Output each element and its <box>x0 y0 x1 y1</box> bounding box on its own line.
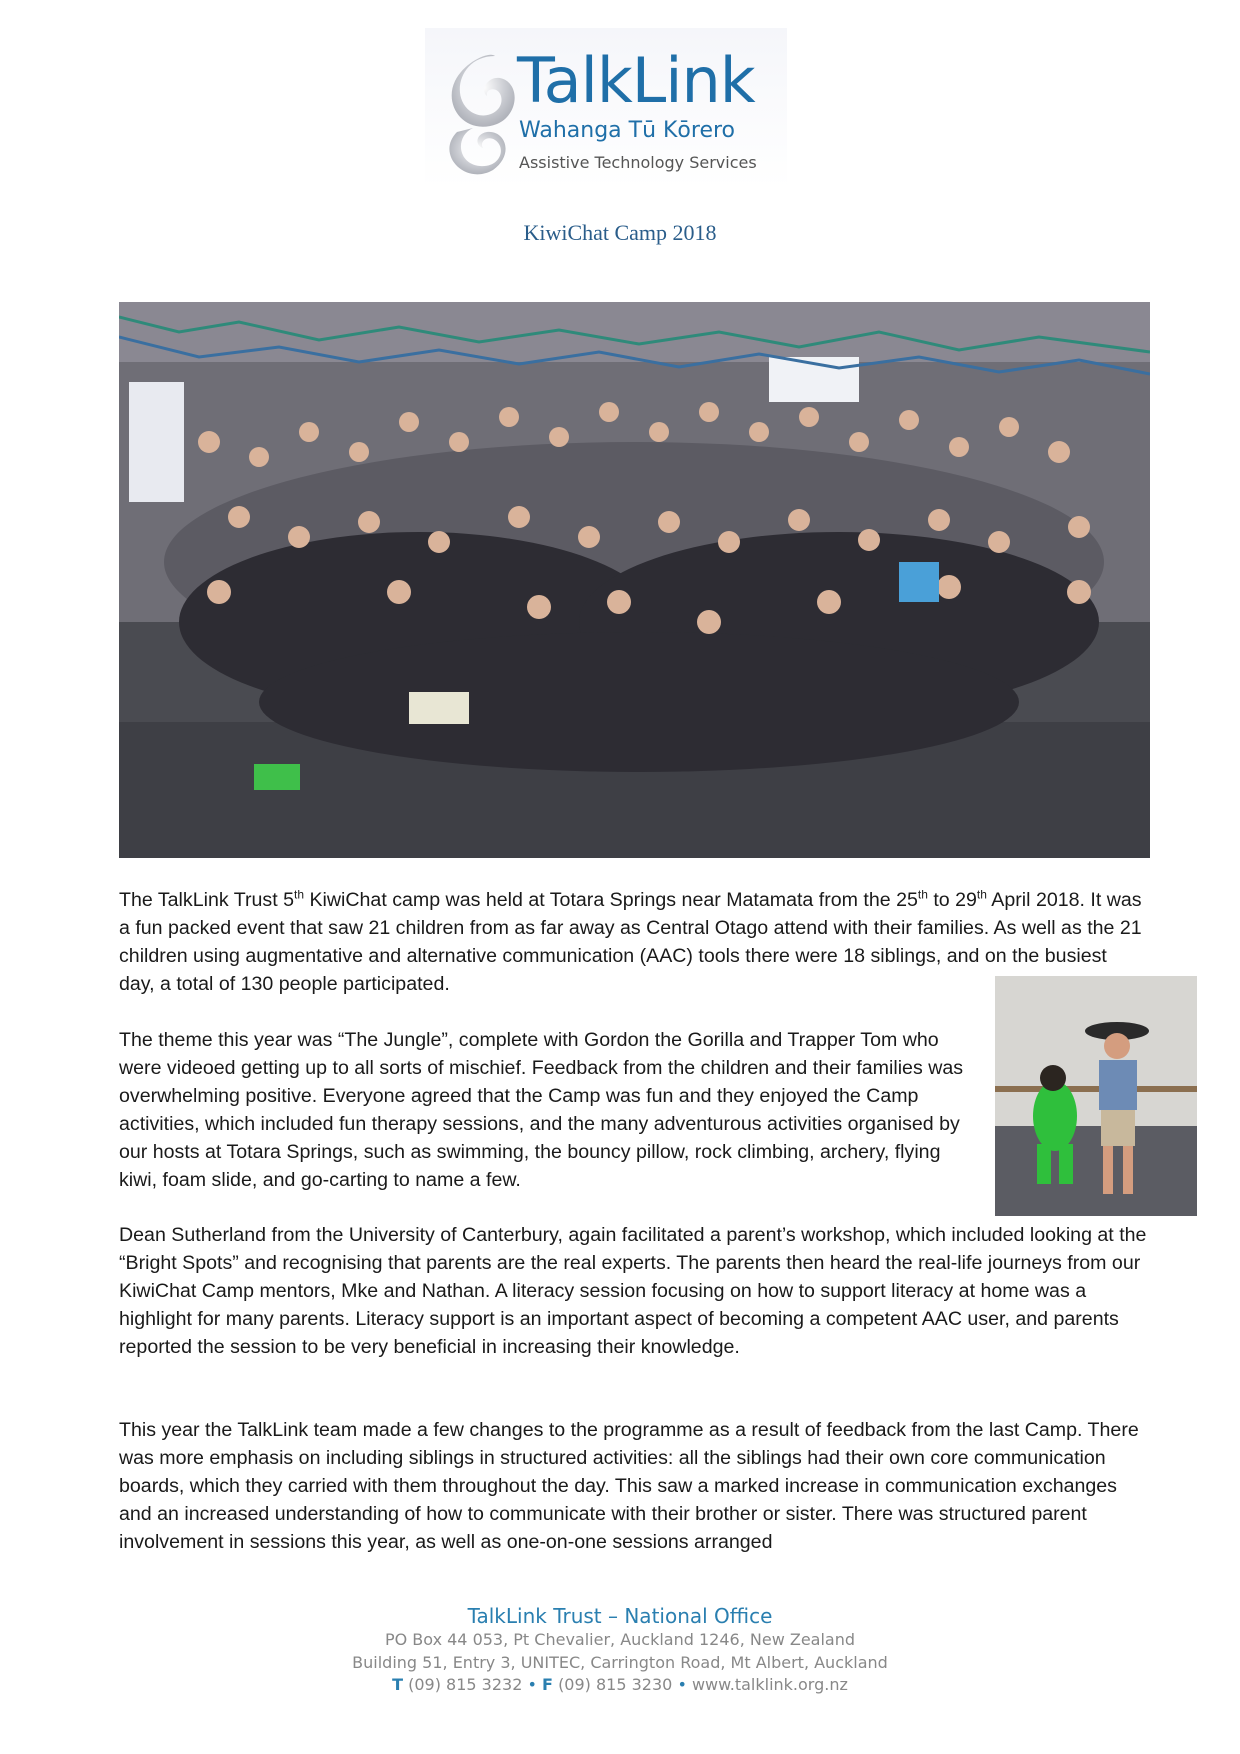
paragraph-intro-part-a: The TalkLink Trust 5 <box>119 889 294 911</box>
group-photo-illustration <box>119 302 1150 858</box>
jungle-characters-illustration <box>995 976 1197 1216</box>
footer-title: TalkLink Trust – National Office <box>467 1604 773 1628</box>
logo-tagline: Assistive Technology Services <box>519 153 757 172</box>
logo-title: TalkLink <box>517 44 755 117</box>
logo-subtitle: Wahanga Tū Kōrero <box>519 118 736 143</box>
fax-number: (09) 815 3230 <box>558 1675 673 1694</box>
paragraph-intro <box>119 886 1144 998</box>
ordinal-suffix: th <box>917 887 928 902</box>
paragraph-theme: The theme this year was “The Jungle”, complete with Gordon the Gorilla and Trapper Tom who were videoed getting up to all sorts of mischief. Feedback from the children and their families was overwhelming positive. Everyone agreed that the Camp was fun and they enjoyed the Camp activities, which included fun therapy sessions, and the many adventurous activities organised by our hosts at Totara Springs, such as swimming, the bouncy pillow, rock climbing, archery, flying kiwi, foam slide, and go-carting to name a few. <box>119 1029 964 1191</box>
paragraph-intro-part-d: April 2018. It was a fun packed event that saw 21 children from as far away as Central Otago attend with their families. As well as the 21 children using augmentative and alternative communication (AAC) tools there were 18 siblings, and on the busiest day, a total of 130 people participated. <box>119 889 1142 995</box>
separator-dot: • <box>677 1675 687 1694</box>
page-title: KiwiChat Camp 2018 <box>523 220 717 245</box>
paragraph-intro-part-b: KiwiChat camp was held at Totara Springs near Matamata from the 25 <box>304 889 918 911</box>
footer-contact <box>0 1675 1240 1694</box>
paragraph-workshop: Dean Sutherland from the University of Canterbury, again facilitated a parent’s workshop, which included looking at the “Bright Spots” and recognising that parents are the real experts. The parents then heard the real-life journeys from our KiwiChat Camp mentors, Mke and Nathan. A literacy session focusing on how to support literacy at home was a highlight for many parents. Literacy support is an important aspect of becoming a competent AAC user, and parents reported the session to be very beneficial in increasing their knowledge. <box>119 1224 1147 1358</box>
talklink-logo <box>425 28 787 188</box>
phone-number: (09) 815 3232 <box>408 1675 523 1694</box>
group-photo <box>119 302 1150 858</box>
separator-dot: • <box>527 1675 537 1694</box>
phone-label: T <box>392 1675 404 1694</box>
ordinal-suffix: th <box>293 887 304 902</box>
paragraph-changes: This year the TalkLink team made a few changes to the programme as a result of feedback from the last Camp. There was more emphasis on including siblings in structured activities: all the siblings had their own core communication boards, which they carried with them throughout the day. This saw a marked increase in communication exchanges and an increased understanding of how to communicate with their brother or sister. There was structured parent involvement in sessions this year, as well as one-on-one sessions arranged <box>119 1419 1139 1553</box>
ordinal-suffix: th <box>976 887 987 902</box>
jungle-characters-photo <box>995 976 1197 1216</box>
footer-address-postal: PO Box 44 053, Pt Chevalier, Auckland 1246, New Zealand <box>384 1630 856 1649</box>
fax-label: F <box>542 1675 553 1694</box>
paragraph-intro-part-c: to 29 <box>927 889 977 911</box>
footer-address-physical: Building 51, Entry 3, UNITEC, Carrington Road, Mt Albert, Auckland <box>352 1653 888 1672</box>
website-link[interactable]: www.talklink.org.nz <box>691 1675 848 1694</box>
